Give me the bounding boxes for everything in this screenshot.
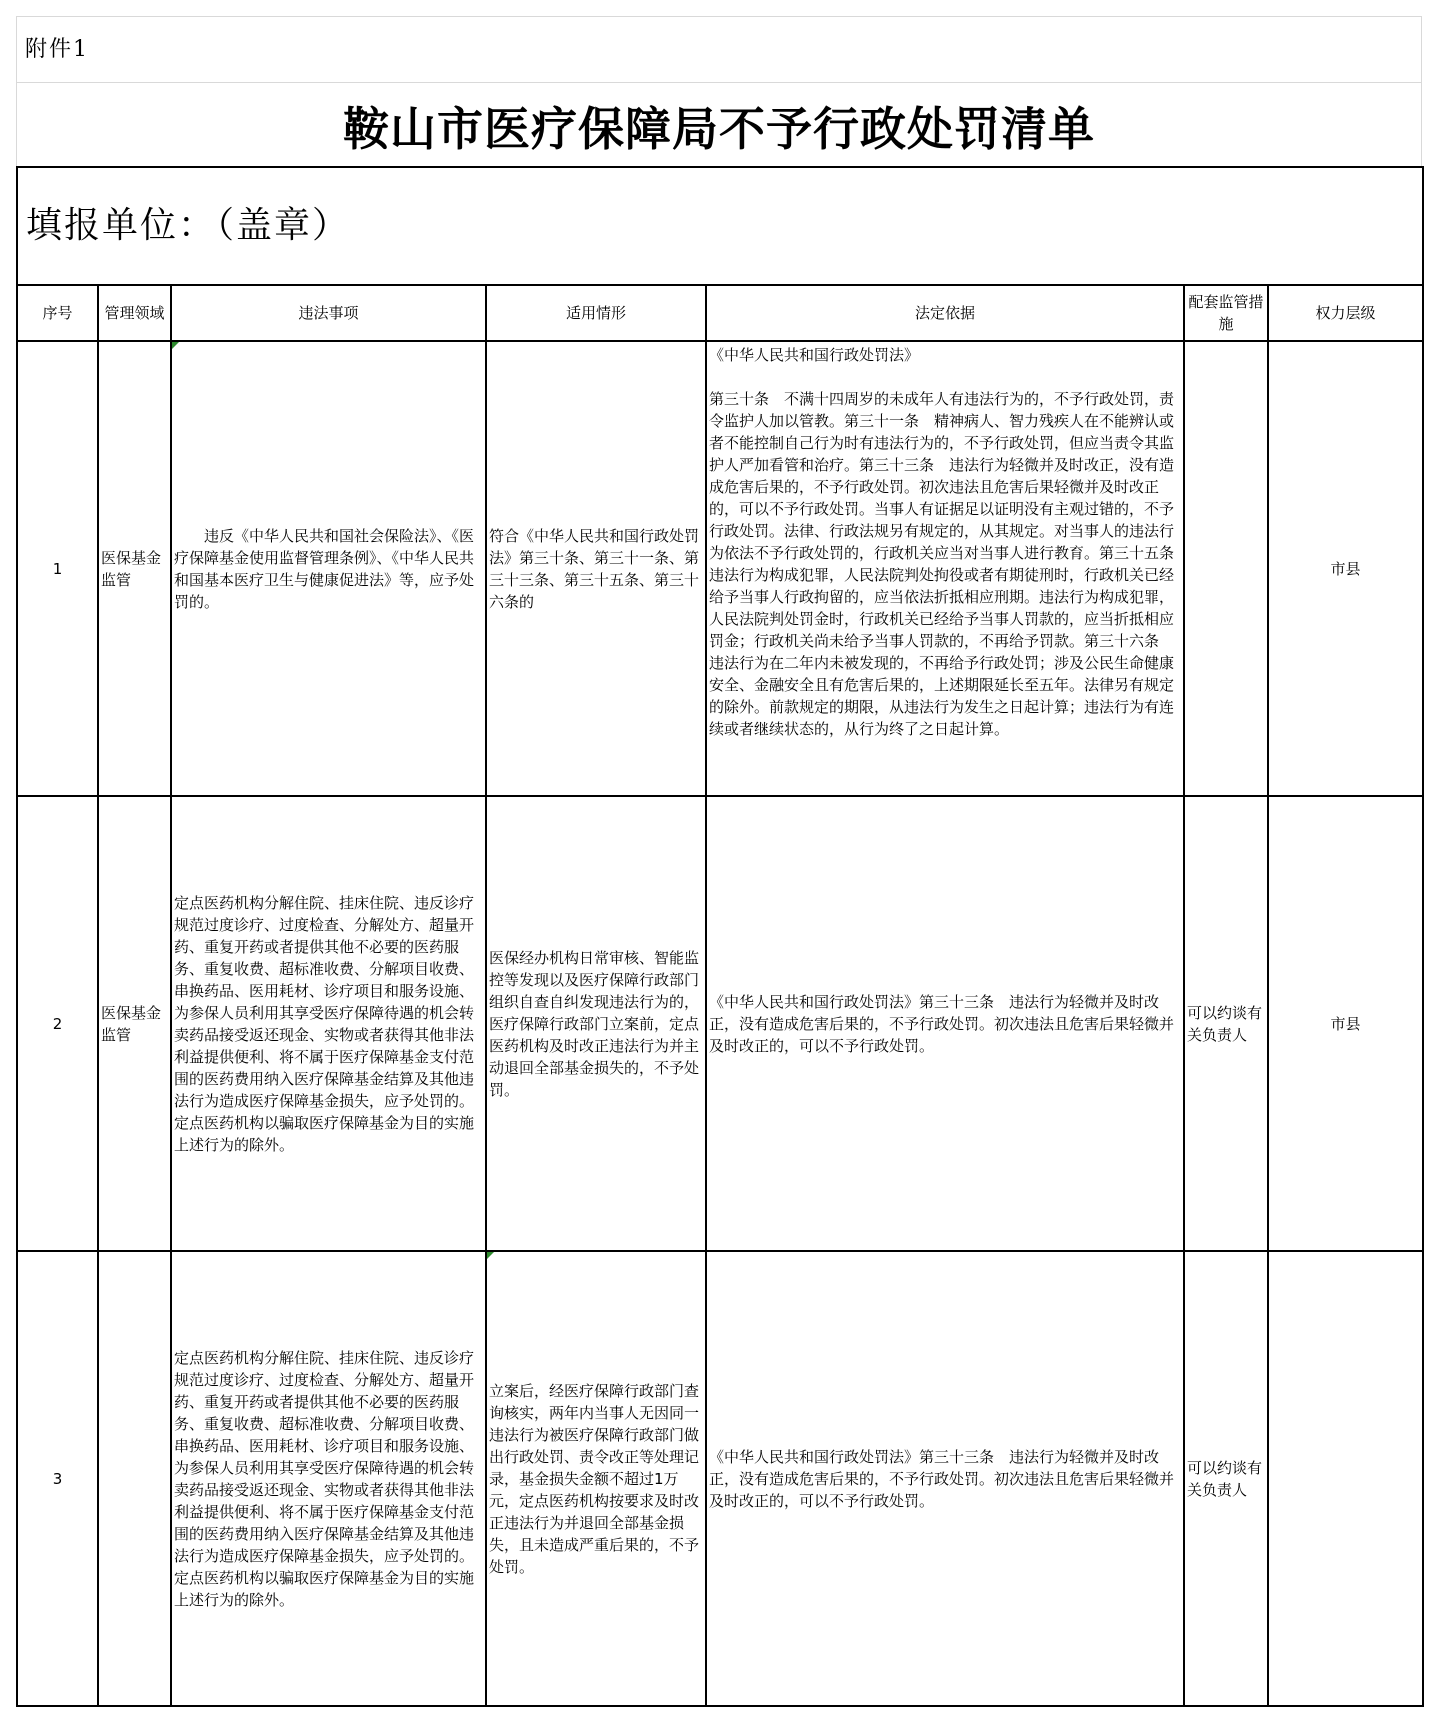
header-measures: 配套监管措施 (1184, 285, 1268, 341)
cell-field[interactable]: 医保基金监管 (98, 796, 171, 1251)
situation-text: 立案后，经医疗保障行政部门查询核实，两年内当事人无因同一违法行为被医疗保障行政部门做出行政处罚、责令改正等处理记录，基金损失金额不超过1万元，定点医药机构按要求及时改正违法行为并退回全部基金损失，且未造成严重后果的，不予处罚。 (489, 1381, 700, 1576)
page-title: 鞍山市医疗保障局不予行政处罚清单 (16, 82, 1422, 166)
spreadsheet-sheet (16, 16, 1422, 1707)
table-row (17, 1251, 1423, 1706)
cell-no[interactable]: 2 (17, 796, 98, 1251)
table-header-row (17, 285, 1423, 341)
header-no: 序号 (17, 285, 98, 341)
cell-level[interactable]: 市县 (1268, 796, 1423, 1251)
header-field: 管理领域 (98, 285, 171, 341)
basis-law-title: 《中华人民共和国行政处罚法》 (709, 346, 920, 364)
cell-no[interactable]: 3 (17, 1251, 98, 1706)
cell-field[interactable]: 医保基金监管 (98, 341, 171, 796)
header-matter: 违法事项 (171, 285, 486, 341)
cell-measures[interactable]: 可以约谈有关负责人 (1184, 1251, 1268, 1706)
cell-situation[interactable] (486, 1251, 706, 1706)
penalty-list-table (16, 166, 1424, 1707)
cell-field[interactable] (98, 1251, 171, 1706)
cell-level[interactable] (1268, 1251, 1423, 1706)
cell-matter[interactable]: 定点医药机构分解住院、挂床住院、违反诊疗规范过度诊疗、过度检查、分解处方、超量开药、重复开药或者提供其他不必要的医药服务、重复收费、超标准收费、分解项目收费、串换药品、医用耗材、诊疗项目和服务设施、为参保人员利用其享受医疗保障待遇的机会转卖药品接受返还现金、实物或者获得其他非法利益提供便利、将不属于医疗保障基金支付范围的医药费用纳入医疗保障基金结算及其他违法行为造成医疗保障基金损失，应予处罚的。定点医药机构以骗取医疗保障基金为目的实施上述行为的除外。 (171, 1251, 486, 1706)
attachment-label: 附件1 (16, 16, 1422, 82)
cell-measures[interactable]: 可以约谈有关负责人 (1184, 796, 1268, 1251)
cell-no[interactable]: 1 (17, 341, 98, 796)
header-basis: 法定依据 (706, 285, 1184, 341)
header-situation: 适用情形 (486, 285, 706, 341)
cell-matter[interactable] (171, 341, 486, 796)
table-row (17, 796, 1423, 1251)
basis-clip (709, 344, 1190, 793)
cell-level[interactable]: 市县 (1268, 341, 1423, 796)
cell-basis[interactable]: 《中华人民共和国行政处罚法》第三十三条 违法行为轻微并及时改正，没有造成危害后果的，不予行政处罚。初次违法且危害后果轻微并及时改正的，可以不予行政处罚。 (706, 796, 1184, 1251)
basis-text: 第三十条 不满十四周岁的未成年人有违法行为的，不予行政处罚，责令监护人加以管教。第三十一条 精神病人、智力残疾人在不能辨认或者不能控制自己行为时有违法行为的，不予行政处罚，但应当责令其监护人严加看管和治疗。第三十三条 违法行为轻微并及时改正，没有造成危害后果的，不予行政处罚。初次违法且危害后果轻微并及时改正的，可以不予行政处罚。当事人有证据足以证明没有主观过错的，不予行政处罚。法律、行政法规另有规定的，从其规定。对当事人的违法行为依法不予行政处罚的，行政机关应当对当事人进行教育。第三十五条 违法行为构成犯罪，人民法院判处拘役或者有期徒刑时，行政机关已经给予当事人行政拘留的，应当依法折抵相应刑期。违法行为构成犯罪，人民法院判处罚金时，行政机关已经给予当事人罚款的，应当折抵相应罚金；行政机关尚未给予当事人罚款的，不再给予罚款。第三十六条 违法行为在二年内未被发现的，不再给予行政处罚；涉及公民生命健康安全、金融安全且有危害后果的，上述期限延长至五年。法律另有规定的除外。前款规定的期限，从违法行为发生之日起计算；违法行为有连续或者继续状态的，从行为终了之日起计算。 (709, 390, 1190, 738)
matter-text: 违反《中华人民共和国社会保险法》、《医疗保障基金使用监督管理条例》、《中华人民共和国基本医疗卫生与健康促进法》等，应予处罚的。 (174, 526, 475, 611)
table-row (17, 341, 1423, 796)
header-level: 权力层级 (1268, 285, 1423, 341)
cell-matter[interactable]: 定点医药机构分解住院、挂床住院、违反诊疗规范过度诊疗、过度检查、分解处方、超量开药、重复开药或者提供其他不必要的医药服务、重复收费、超标准收费、分解项目收费、串换药品、医用耗材、诊疗项目和服务设施、为参保人员利用其享受医疗保障待遇的机会转卖药品接受返还现金、实物或者获得其他非法利益提供便利、将不属于医疗保障基金支付范围的医药费用纳入医疗保障基金结算及其他违法行为造成医疗保障基金损失，应予处罚的。定点医药机构以骗取医疗保障基金为目的实施上述行为的除外。 (171, 796, 486, 1251)
cell-basis[interactable] (706, 341, 1190, 796)
cell-situation[interactable]: 医保经办机构日常审核、智能监控等发现以及医疗保障行政部门组织自查自纠发现违法行为的，医疗保障行政部门立案前，定点医药机构及时改正违法行为并主动退回全部基金损失的，不予处罚。 (486, 796, 706, 1251)
cell-situation[interactable]: 符合《中华人民共和国行政处罚法》第三十条、第三十一条、第三十三条、第三十五条、第三十六条的 (486, 341, 706, 796)
filing-unit-label: 填报单位：（盖章） (17, 167, 1423, 285)
cell-measures[interactable] (1184, 341, 1268, 796)
cell-basis[interactable]: 《中华人民共和国行政处罚法》第三十三条 违法行为轻微并及时改正，没有造成危害后果的，不予行政处罚。初次违法且危害后果轻微并及时改正的，可以不予行政处罚。 (706, 1251, 1184, 1706)
